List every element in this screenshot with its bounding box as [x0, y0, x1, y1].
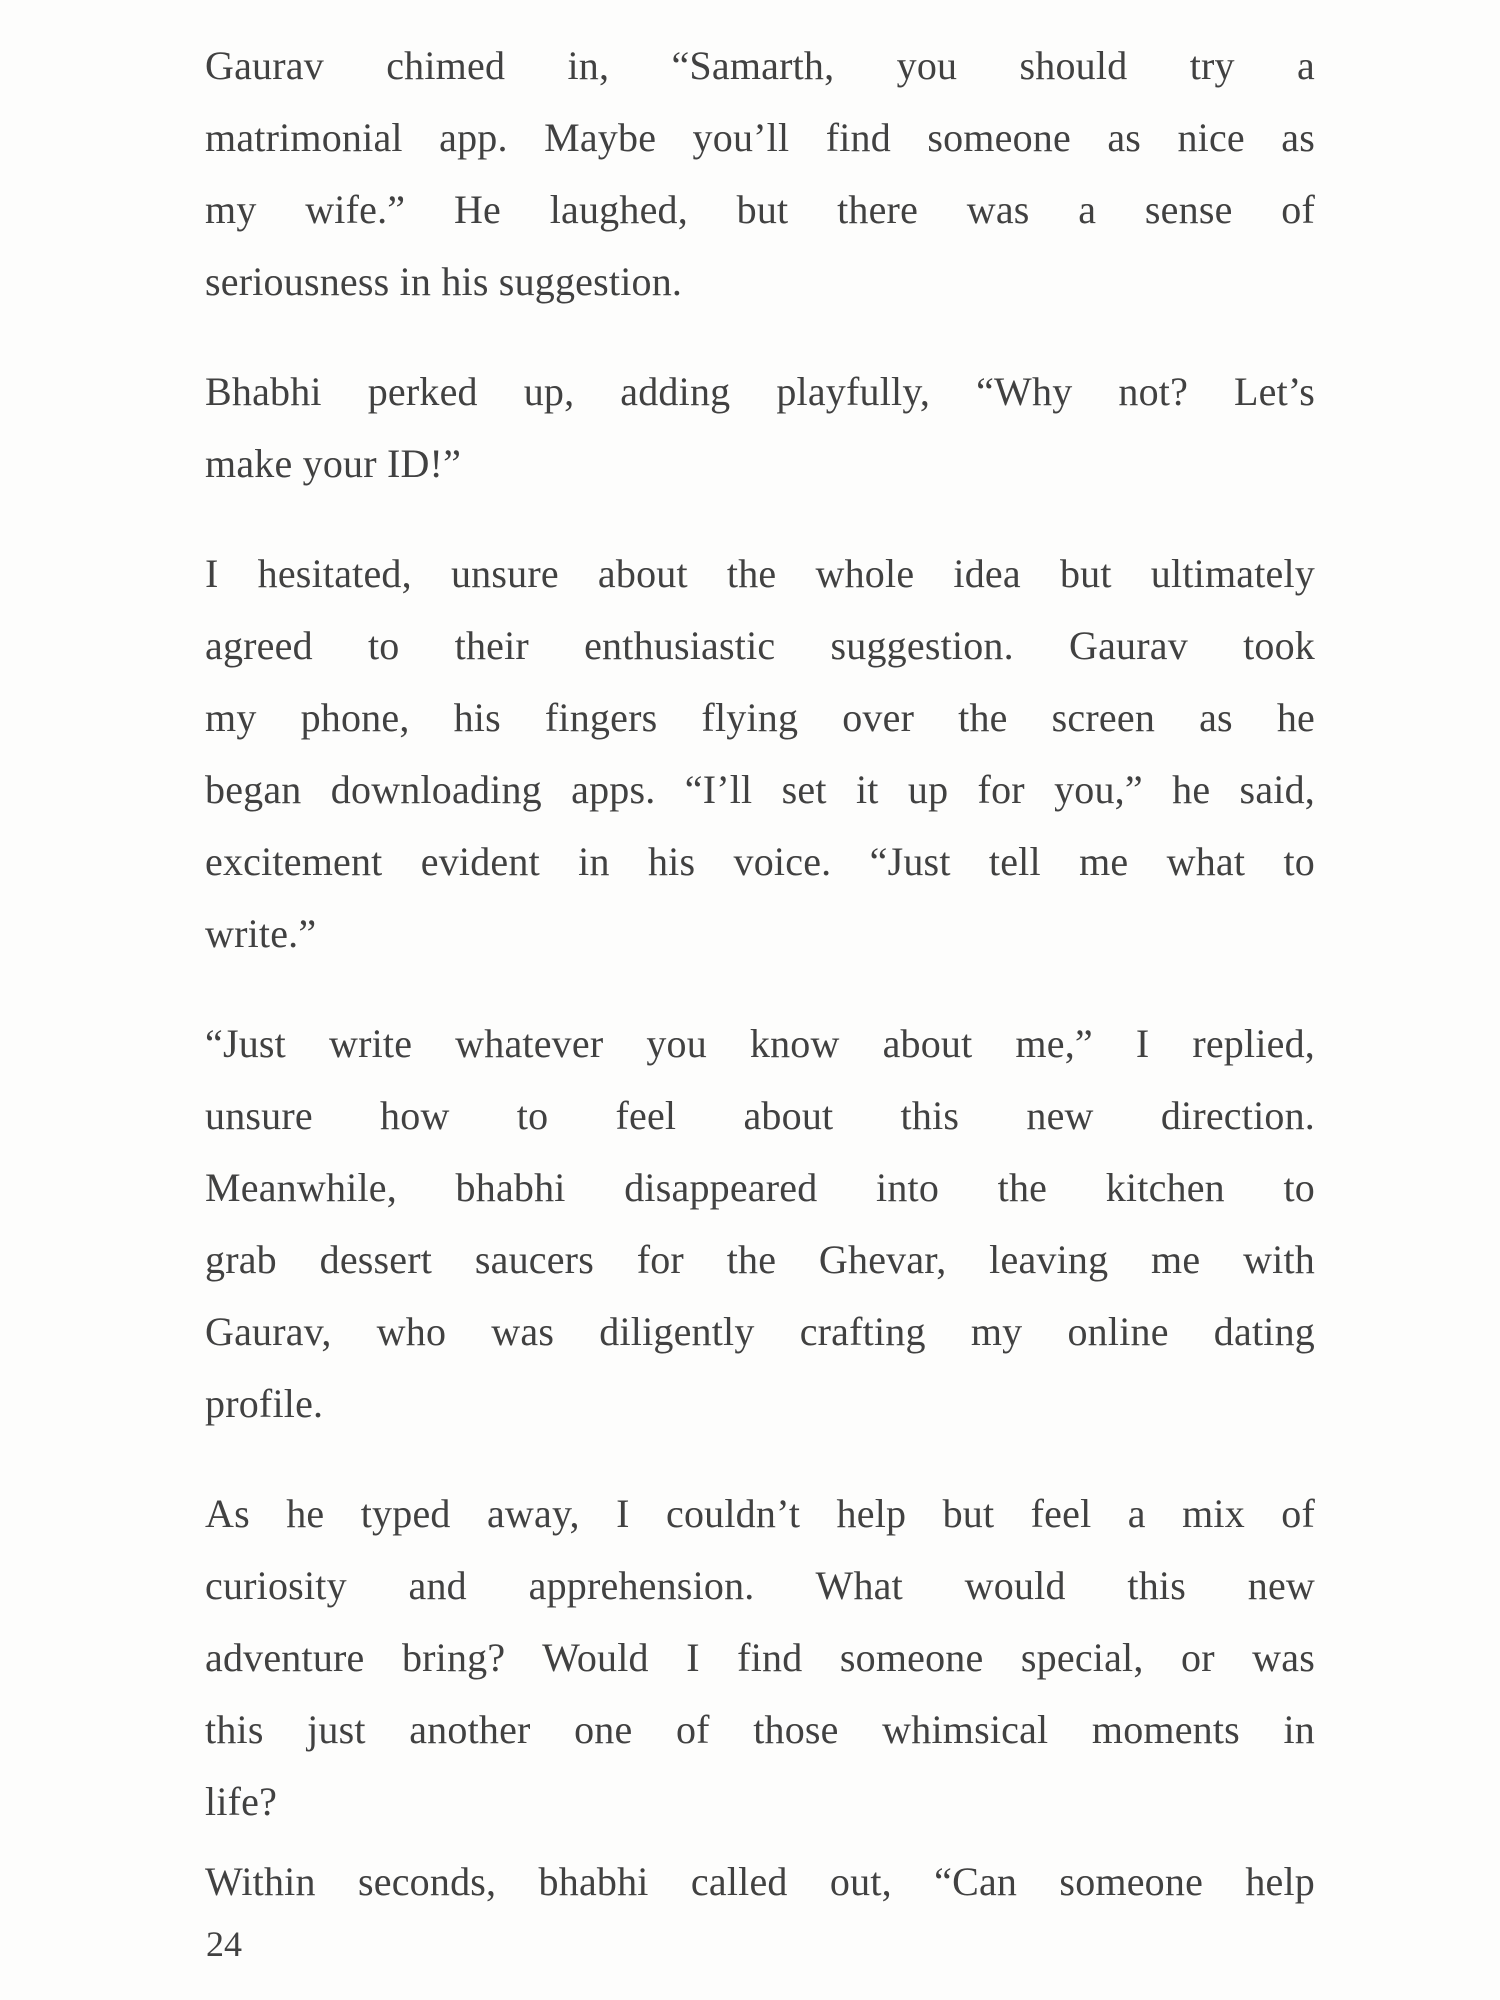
text-line: Meanwhile, bhabhi disappeared into the kitchen to: [205, 1165, 1315, 1210]
paragraph: [205, 1846, 1315, 1918]
text-line: my phone, his fingers flying over the screen as he: [205, 695, 1315, 740]
text-line: adventure bring? Would I find someone special, or was: [205, 1635, 1315, 1680]
text-line: unsure how to feel about this new direction.: [205, 1093, 1315, 1138]
text-line: Within seconds, bhabhi called out, “Can someone help: [205, 1859, 1315, 1904]
text-line: matrimonial app. Maybe you’ll find someone as nice as: [205, 115, 1315, 160]
text-line: write.”: [205, 911, 317, 956]
paragraph: [205, 30, 1315, 318]
page-number: 24: [206, 1924, 242, 1964]
paragraph: [205, 356, 1315, 500]
text-line: excitement evident in his voice. “Just tell me what to: [205, 839, 1315, 884]
paragraph: [205, 1478, 1315, 1838]
text-line: seriousness in his suggestion.: [205, 259, 683, 304]
paragraph: [205, 1008, 1315, 1440]
text-line: this just another one of those whimsical moments in: [205, 1707, 1315, 1752]
text-line: “Just write whatever you know about me,” I replied,: [205, 1021, 1315, 1066]
text-line: profile.: [205, 1381, 324, 1426]
paragraph: [205, 538, 1315, 970]
text-line: grab dessert saucers for the Ghevar, leaving me with: [205, 1237, 1315, 1282]
text-line: began downloading apps. “I’ll set it up for you,” he said,: [205, 767, 1315, 812]
text-line: Gaurav chimed in, “Samarth, you should try a: [205, 43, 1315, 88]
text-line: life?: [205, 1779, 278, 1824]
text-line: As he typed away, I couldn’t help but feel a mix of: [205, 1491, 1315, 1536]
text-line: Gaurav, who was diligently crafting my online dating: [205, 1309, 1315, 1354]
text-line: make your ID!”: [205, 441, 462, 486]
text-line: my wife.” He laughed, but there was a sense of: [205, 187, 1315, 232]
text-line: Bhabhi perked up, adding playfully, “Why not? Let’s: [205, 369, 1315, 414]
text-line: agreed to their enthusiastic suggestion. Gaurav took: [205, 623, 1315, 668]
text-line: curiosity and apprehension. What would this new: [205, 1563, 1315, 1608]
text-line: I hesitated, unsure about the whole idea but ultimately: [205, 551, 1315, 596]
text-column: [205, 30, 1315, 1956]
